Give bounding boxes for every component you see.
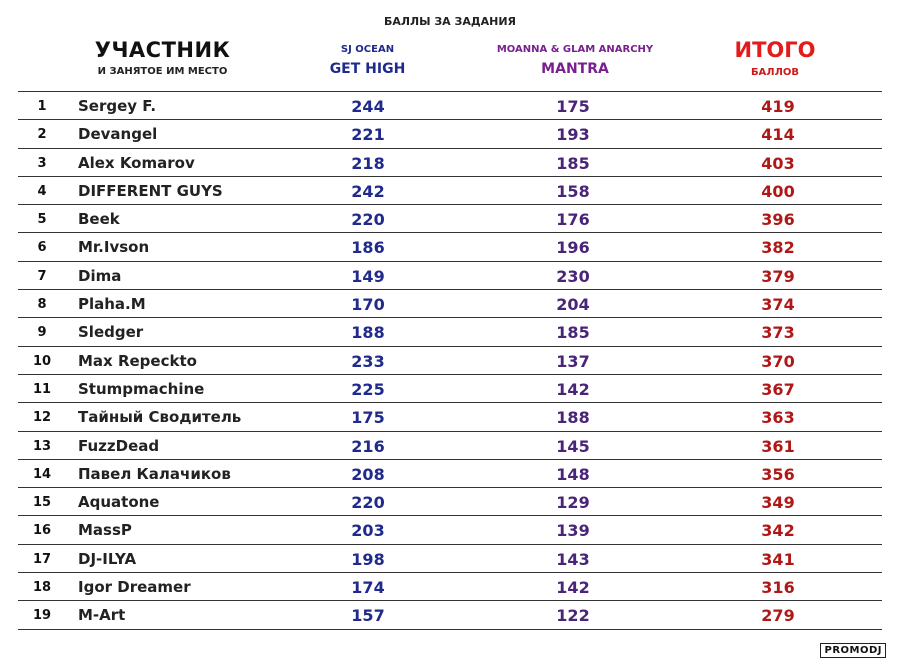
task2-score-cell: 204 xyxy=(556,295,590,315)
task2-score-cell: 122 xyxy=(556,606,590,626)
rank-cell: 6 xyxy=(37,240,47,256)
participant-name-cell: FuzzDead xyxy=(78,436,160,455)
participant-name-cell: MassP xyxy=(78,521,132,540)
score-table xyxy=(18,91,882,630)
task2-artist: MOANNA & GLAM ANARCHY xyxy=(496,44,654,55)
task2-score-cell: 142 xyxy=(556,379,590,399)
participant-title: УЧАСТНИК xyxy=(94,38,231,62)
task1-score-cell: 175 xyxy=(351,408,385,428)
participant-name-cell: Stumpmachine xyxy=(78,379,205,398)
rank-cell: 9 xyxy=(37,325,47,341)
total-score-cell: 419 xyxy=(761,97,795,116)
table-caption: БАЛЛЫ ЗА ЗАДАНИЯ xyxy=(383,15,517,28)
total-score-cell: 403 xyxy=(761,153,795,173)
task2-score-cell: 176 xyxy=(556,210,590,230)
table-row xyxy=(18,290,882,318)
rank-cell: 10 xyxy=(32,353,52,369)
task2-score-cell: 185 xyxy=(556,323,590,343)
participant-name-cell: Alex Komarov xyxy=(78,153,195,172)
task2-score-cell: 158 xyxy=(556,181,590,201)
participant-name-cell: Max Repeckto xyxy=(78,351,197,370)
participant-subtitle: И ЗАНЯТОЕ ИМ МЕСТО xyxy=(97,66,228,77)
task1-score-cell: 149 xyxy=(351,266,385,286)
total-score-cell: 356 xyxy=(761,464,795,484)
table-row xyxy=(18,233,882,261)
participant-name-cell: Devangel xyxy=(78,125,158,144)
task2-score-cell: 129 xyxy=(556,493,590,513)
total-score-cell: 414 xyxy=(761,125,795,145)
rank-cell: 14 xyxy=(32,466,52,482)
rank-cell: 7 xyxy=(37,268,47,284)
total-score-cell: 363 xyxy=(761,408,795,428)
table-row xyxy=(18,432,882,460)
participant-name-cell: DIFFERENT GUYS xyxy=(78,181,223,200)
participant-name-cell: Павел Калачиков xyxy=(78,464,231,483)
task2-score-cell: 193 xyxy=(556,125,590,145)
table-row xyxy=(18,488,882,516)
participant-column-header xyxy=(80,38,245,77)
task2-column-header xyxy=(480,44,670,77)
participant-name-cell: Dima xyxy=(78,266,122,285)
participant-name-cell: Plaha.M xyxy=(78,295,146,314)
table-row xyxy=(18,573,882,601)
task2-score-cell: 148 xyxy=(556,464,590,484)
total-score-cell: 367 xyxy=(761,379,795,399)
task1-score-cell: 198 xyxy=(351,549,385,569)
task1-score-cell: 220 xyxy=(351,493,385,513)
total-score-cell: 374 xyxy=(761,295,795,315)
total-score-cell: 342 xyxy=(761,521,795,541)
task1-score-cell: 242 xyxy=(351,181,385,201)
participant-name-cell: Igor Dreamer xyxy=(78,578,191,597)
total-score-cell: 400 xyxy=(761,181,795,201)
rank-cell: 11 xyxy=(32,381,52,397)
task1-score-cell: 157 xyxy=(351,606,385,626)
rank-cell: 4 xyxy=(37,183,47,199)
table-row xyxy=(18,120,882,148)
task2-score-cell: 185 xyxy=(556,153,590,173)
participant-name-cell: M-Art xyxy=(78,606,126,625)
total-score-cell: 373 xyxy=(761,323,795,343)
task1-score-cell: 233 xyxy=(351,351,385,371)
rank-cell: 17 xyxy=(32,551,52,567)
task1-score-cell: 188 xyxy=(351,323,385,343)
total-score-cell: 349 xyxy=(761,493,795,513)
rank-cell: 15 xyxy=(32,495,52,511)
table-row xyxy=(18,460,882,488)
total-score-cell: 341 xyxy=(761,549,795,569)
task2-score-cell: 188 xyxy=(556,408,590,428)
table-row xyxy=(18,205,882,233)
task2-score-cell: 137 xyxy=(556,351,590,371)
table-row xyxy=(18,516,882,544)
rank-cell: 12 xyxy=(32,410,52,426)
task1-column-header xyxy=(300,44,435,77)
table-row xyxy=(18,92,882,120)
participant-name-cell: Sergey F. xyxy=(78,97,157,115)
total-score-cell: 382 xyxy=(761,238,795,258)
table-row xyxy=(18,177,882,205)
task2-score-cell: 145 xyxy=(556,436,590,456)
task1-artist: SJ OCEAN xyxy=(340,44,395,55)
task1-score-cell: 218 xyxy=(351,153,385,173)
participant-name-cell: Mr.Ivson xyxy=(78,238,150,257)
task1-score-cell: 174 xyxy=(351,578,385,598)
total-score-cell: 379 xyxy=(761,266,795,286)
task1-score-cell: 170 xyxy=(351,295,385,315)
total-subtitle: БАЛЛОВ xyxy=(750,67,800,78)
total-title: ИТОГО xyxy=(734,38,816,62)
total-score-cell: 370 xyxy=(761,351,795,371)
task2-score-cell: 175 xyxy=(556,97,590,116)
task2-score-cell: 139 xyxy=(556,521,590,541)
rank-cell: 13 xyxy=(32,438,52,454)
rank-cell: 8 xyxy=(37,297,47,313)
total-column-header xyxy=(700,38,850,78)
total-score-cell: 279 xyxy=(761,606,795,626)
task2-score-cell: 230 xyxy=(556,266,590,286)
task2-score-cell: 142 xyxy=(556,578,590,598)
total-score-cell: 316 xyxy=(761,578,795,598)
rank-cell: 2 xyxy=(37,127,47,143)
table-row xyxy=(18,601,882,629)
rank-cell: 18 xyxy=(32,580,52,596)
total-score-cell: 361 xyxy=(761,436,795,456)
table-row xyxy=(18,149,882,177)
participant-name-cell: Beek xyxy=(78,210,120,229)
task1-score-cell: 186 xyxy=(351,238,385,258)
table-row xyxy=(18,347,882,375)
participant-name-cell: Aquatone xyxy=(78,493,160,512)
task1-score-cell: 225 xyxy=(351,379,385,399)
task1-score-cell: 220 xyxy=(351,210,385,230)
task1-score-cell: 216 xyxy=(351,436,385,456)
participant-name-cell: Тайный Сводитель xyxy=(78,408,242,427)
watermark-logo: PROMODJ xyxy=(820,643,886,658)
task1-score-cell: 221 xyxy=(351,125,385,145)
table-row xyxy=(18,545,882,573)
table-row xyxy=(18,262,882,290)
task2-score-cell: 196 xyxy=(556,238,590,258)
rank-cell: 16 xyxy=(32,523,52,539)
task1-score-cell: 208 xyxy=(351,464,385,484)
participant-name-cell: DJ-ILYA xyxy=(78,549,137,568)
rank-cell: 1 xyxy=(37,99,47,114)
table-row xyxy=(18,318,882,346)
table-row xyxy=(18,375,882,403)
rank-cell: 3 xyxy=(37,155,47,171)
task1-score-cell: 244 xyxy=(351,97,385,116)
task2-track: MANTRA xyxy=(541,61,609,77)
task1-score-cell: 203 xyxy=(351,521,385,541)
table-row xyxy=(18,403,882,431)
task2-score-cell: 143 xyxy=(556,549,590,569)
rank-cell: 5 xyxy=(37,212,47,228)
rank-cell: 19 xyxy=(32,608,52,624)
total-score-cell: 396 xyxy=(761,210,795,230)
participant-name-cell: Sledger xyxy=(78,323,144,342)
task1-track: GET HIGH xyxy=(329,61,406,77)
